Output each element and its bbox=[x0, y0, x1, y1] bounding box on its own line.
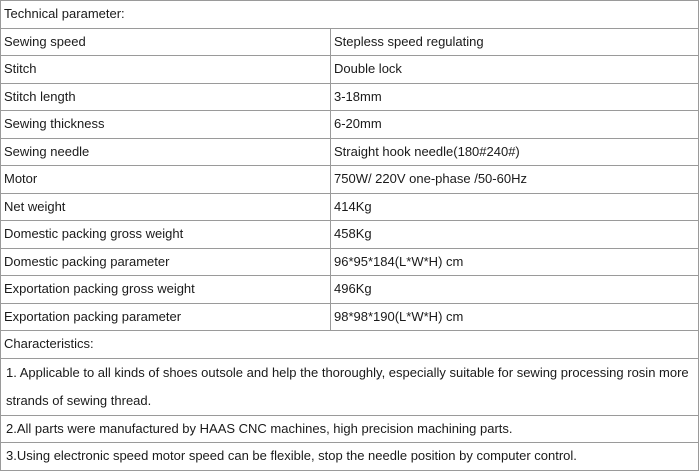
characteristics-header-row bbox=[1, 331, 699, 359]
technical-header-row bbox=[1, 1, 699, 29]
param-name: Stitch bbox=[1, 56, 331, 84]
param-value: 3-18mm bbox=[331, 83, 699, 111]
param-value: 96*95*184(L*W*H) cm bbox=[331, 248, 699, 276]
param-row bbox=[1, 111, 699, 139]
param-value: 6-20mm bbox=[331, 111, 699, 139]
param-value: Stepless speed regulating bbox=[331, 28, 699, 56]
param-name: Stitch length bbox=[1, 83, 331, 111]
param-name: Exportation packing parameter bbox=[1, 303, 331, 331]
param-row bbox=[1, 303, 699, 331]
characteristic-text: 1. Applicable to all kinds of shoes outsole and help the thoroughly, especially suitable for sewing processing rosin more strands of sewing thread. bbox=[1, 358, 699, 415]
param-name: Domestic packing gross weight bbox=[1, 221, 331, 249]
characteristic-text: 2.All parts were manufactured by HAAS CNC machines, high precision machining parts. bbox=[1, 415, 699, 443]
param-row bbox=[1, 56, 699, 84]
characteristic-row bbox=[1, 443, 699, 471]
param-row bbox=[1, 221, 699, 249]
param-value: Double lock bbox=[331, 56, 699, 84]
param-name: Sewing speed bbox=[1, 28, 331, 56]
param-name: Motor bbox=[1, 166, 331, 194]
param-row bbox=[1, 138, 699, 166]
param-value: 98*98*190(L*W*H) cm bbox=[331, 303, 699, 331]
param-name: Sewing thickness bbox=[1, 111, 331, 139]
characteristics-heading: Characteristics: bbox=[1, 331, 699, 359]
param-name: Domestic packing parameter bbox=[1, 248, 331, 276]
technical-parameter-heading: Technical parameter: bbox=[1, 1, 699, 29]
param-row bbox=[1, 83, 699, 111]
characteristic-row bbox=[1, 415, 699, 443]
param-name: Exportation packing gross weight bbox=[1, 276, 331, 304]
param-value: Straight hook needle(180#240#) bbox=[331, 138, 699, 166]
param-row bbox=[1, 28, 699, 56]
param-row bbox=[1, 276, 699, 304]
param-name: Net weight bbox=[1, 193, 331, 221]
param-value: 750W/ 220V one-phase /50-60Hz bbox=[331, 166, 699, 194]
characteristic-row bbox=[1, 358, 699, 415]
param-name: Sewing needle bbox=[1, 138, 331, 166]
characteristic-text: 3.Using electronic speed motor speed can be flexible, stop the needle position by computer control. bbox=[1, 443, 699, 471]
param-value: 496Kg bbox=[331, 276, 699, 304]
param-value: 458Kg bbox=[331, 221, 699, 249]
param-value: 414Kg bbox=[331, 193, 699, 221]
param-row bbox=[1, 193, 699, 221]
param-row bbox=[1, 248, 699, 276]
param-row bbox=[1, 166, 699, 194]
